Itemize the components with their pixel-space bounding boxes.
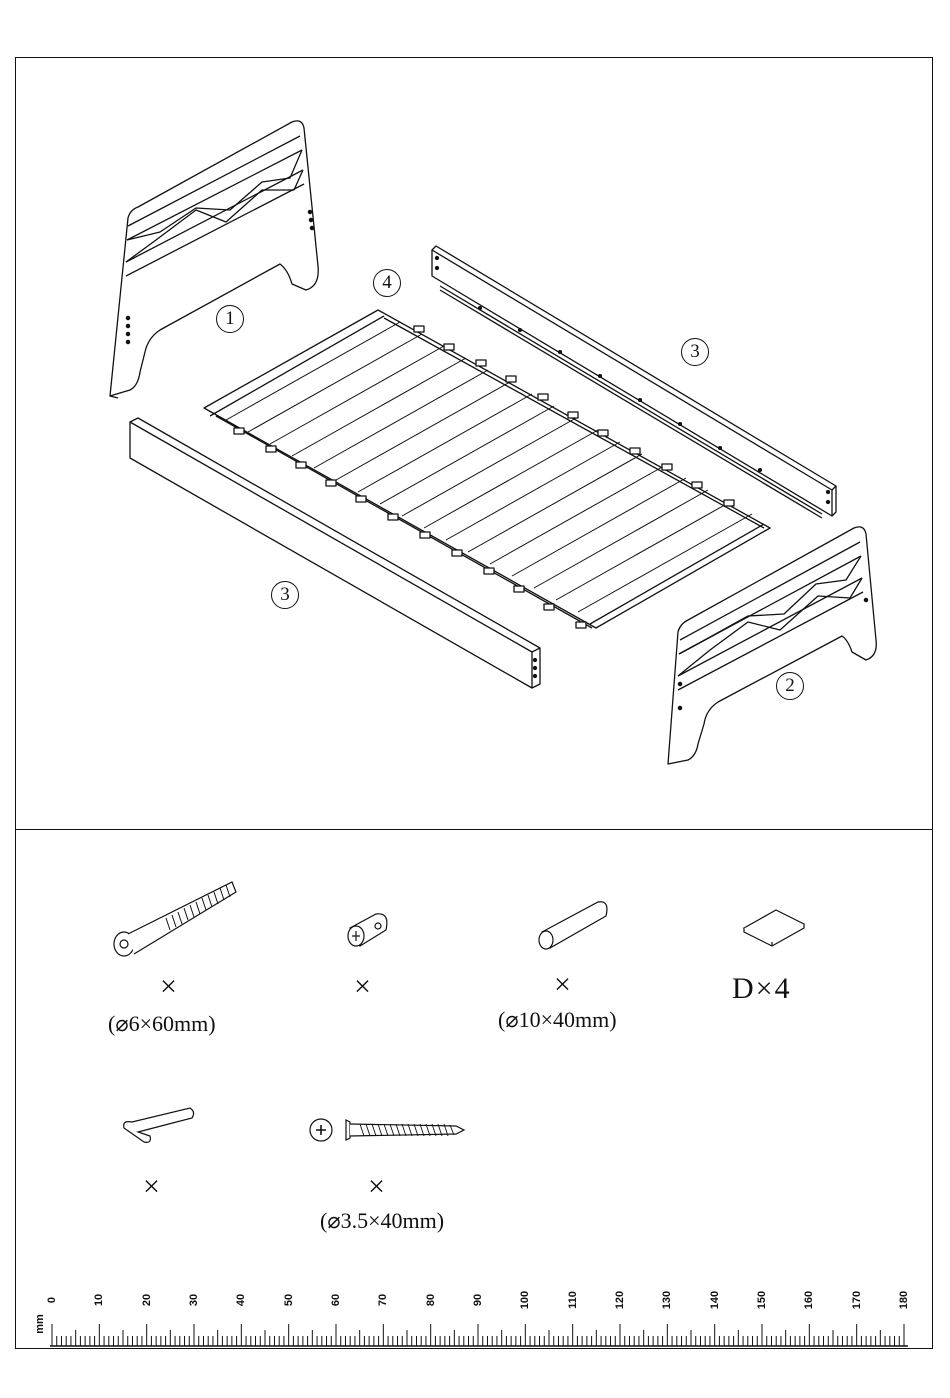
ruler-tick-label: 80 bbox=[424, 1293, 437, 1307]
ruler-tick-label: 10 bbox=[93, 1293, 106, 1307]
ruler-tick-label: 90 bbox=[472, 1293, 484, 1307]
ruler-tick-label: 60 bbox=[330, 1293, 342, 1307]
ruler bbox=[50, 1324, 908, 1346]
bolt-qty: × bbox=[160, 970, 177, 1003]
part-label-3-front: 3 bbox=[271, 581, 299, 609]
ruler-tick-label: 30 bbox=[188, 1293, 200, 1307]
bolt-spec: (⌀6×60mm) bbox=[108, 1011, 216, 1036]
headboard-panel bbox=[110, 121, 318, 398]
screw-spec: (⌀3.5×40mm) bbox=[320, 1208, 445, 1233]
ruler-tick-label: 40 bbox=[235, 1293, 248, 1307]
ruler-tick-label: 0 bbox=[46, 1296, 58, 1304]
ruler-tick-label: 100 bbox=[519, 1290, 532, 1310]
part-label-2: 2 bbox=[776, 672, 804, 700]
ruler-tick-label: 150 bbox=[756, 1290, 768, 1310]
ruler-tick-label: 120 bbox=[614, 1290, 626, 1310]
dowel-spec: (⌀10×40mm) bbox=[498, 1007, 617, 1032]
part-label-1: 1 bbox=[216, 305, 244, 333]
ruler-tick-label: 180 bbox=[898, 1290, 910, 1310]
part-label-4: 4 bbox=[373, 269, 401, 297]
ruler-tick-label: 130 bbox=[661, 1290, 674, 1310]
ruler-tick-label: 50 bbox=[282, 1293, 295, 1307]
bolt-illustration bbox=[114, 882, 236, 956]
pad-illustration bbox=[744, 910, 804, 946]
allen-key-illustration bbox=[124, 1108, 194, 1142]
ruler-tick-label: 20 bbox=[140, 1293, 153, 1307]
dowel-qty: × bbox=[554, 968, 571, 1001]
part-label-3-back: 3 bbox=[681, 338, 709, 366]
allen-key-qty: × bbox=[143, 1170, 160, 1203]
ruler-tick-label: 110 bbox=[566, 1291, 579, 1309]
ruler-tick-label: 70 bbox=[377, 1293, 390, 1307]
ruler-unit: mm bbox=[33, 1314, 46, 1334]
ruler-tick-label: 170 bbox=[850, 1290, 863, 1310]
screw-qty: × bbox=[368, 1170, 385, 1203]
barrel-nut-illustration bbox=[348, 914, 387, 946]
barrel-nut-qty: × bbox=[354, 970, 371, 1003]
dowel-illustration bbox=[539, 902, 607, 949]
pad-qty: D×4 bbox=[732, 972, 792, 1005]
screw-illustration bbox=[310, 1119, 464, 1141]
ruler-tick-label: 160 bbox=[803, 1290, 816, 1310]
ruler-tick-label: 140 bbox=[708, 1290, 721, 1310]
